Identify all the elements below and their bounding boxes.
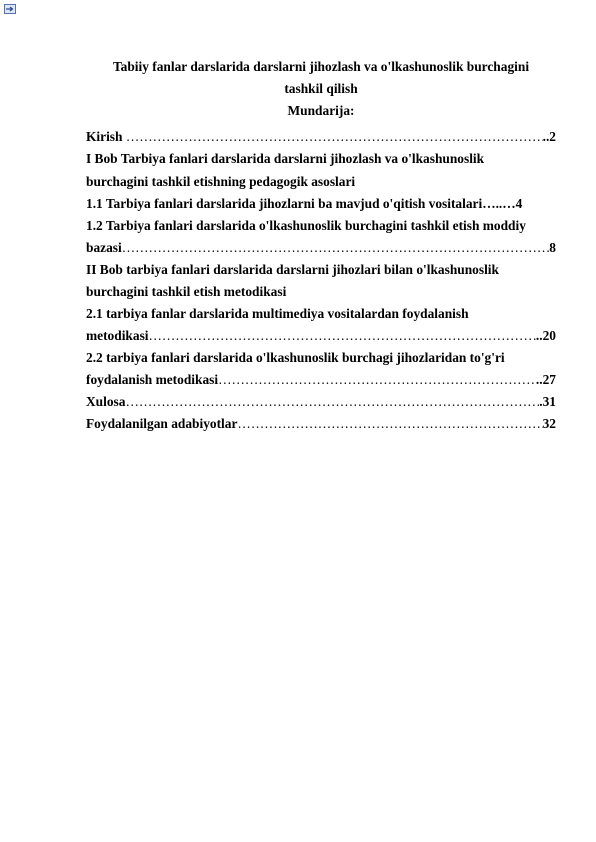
toc-entry-chapter-2-cont[interactable]: burchagini tashkil etish metodikasi xyxy=(86,284,287,299)
toc-page-number: 8 xyxy=(549,240,556,255)
toc-entry-label: Xulosa xyxy=(86,394,126,409)
toc-entry-2-1-cont[interactable] xyxy=(86,325,556,347)
toc-entry-1-1[interactable] xyxy=(86,193,546,215)
toc-page-number: .31 xyxy=(539,394,556,409)
toc-entry-1-2[interactable]: 1.2 Tarbiya fanlari darslarida o'lkashunoslik burchagini tashkil etish moddiy xyxy=(86,218,526,233)
toc-entry-references[interactable] xyxy=(86,413,556,435)
document-title-line-1: Tabiiy fanlar darslarida darslarni jihozlash va o'lkashunoslik burchagini xyxy=(112,59,530,74)
toc-entry-2-1[interactable]: 2.1 tarbiya fanlar darslarida multimediya vositalardan foydalanish xyxy=(86,306,469,321)
toc-entry-label: Foydalanilgan adabiyotlar xyxy=(86,416,238,431)
toc-dot-leader xyxy=(237,413,542,435)
toc-entry-chapter-1[interactable]: I Bob Tarbiya fanlari darslarida darslarni jihozlash va o'lkashunoslik xyxy=(86,151,485,166)
toc-page-number: ..2 xyxy=(542,129,556,144)
toc-entry-1-2-cont[interactable] xyxy=(86,237,556,259)
toc-dot-leader xyxy=(218,369,536,391)
toc-entry-label: metodikasi xyxy=(86,328,149,343)
toc-page-number: 32 xyxy=(542,416,556,431)
toc-entry-kirish[interactable] xyxy=(86,126,556,148)
toc-entry-2-2-cont[interactable] xyxy=(86,369,556,391)
toc-page-number: ..27 xyxy=(535,372,556,387)
contents-heading: Mundarija: xyxy=(287,103,355,118)
toc-entry-label: Kirish xyxy=(86,129,123,144)
toc-dot-leader xyxy=(126,126,543,148)
toc-entry-chapter-1-cont[interactable]: burchagini tashkil etishning pedagogik asoslari xyxy=(86,174,356,189)
toc-page-number: ..20 xyxy=(535,328,556,343)
toc-dot-leader xyxy=(122,237,550,259)
toc-entry-label: foydalanish metodikasi xyxy=(86,372,219,387)
toc-entry-xulosa[interactable] xyxy=(86,391,556,413)
document-arrow-icon xyxy=(4,4,16,14)
toc-entry-label: 1.1 Tarbiya fanlari darslarida jihozlarni ba mavjud o'qitish vositalari xyxy=(86,196,483,211)
toc-page-number: …..…4 xyxy=(482,196,523,211)
document-title-line-2: tashkil qilish xyxy=(284,81,358,96)
toc-dot-leader xyxy=(149,325,536,347)
toc-entry-2-2[interactable]: 2.2 tarbiya fanlari darslarida o'lkashunoslik burchagi jihozlaridan to'g'ri xyxy=(86,350,505,365)
toc-entry-chapter-2[interactable]: II Bob tarbiya fanlari darslarida darslarni jihozlari bilan o'lkashunoslik xyxy=(86,262,499,277)
toc-entry-label: bazasi xyxy=(86,240,122,255)
toc-dot-leader xyxy=(125,391,539,413)
